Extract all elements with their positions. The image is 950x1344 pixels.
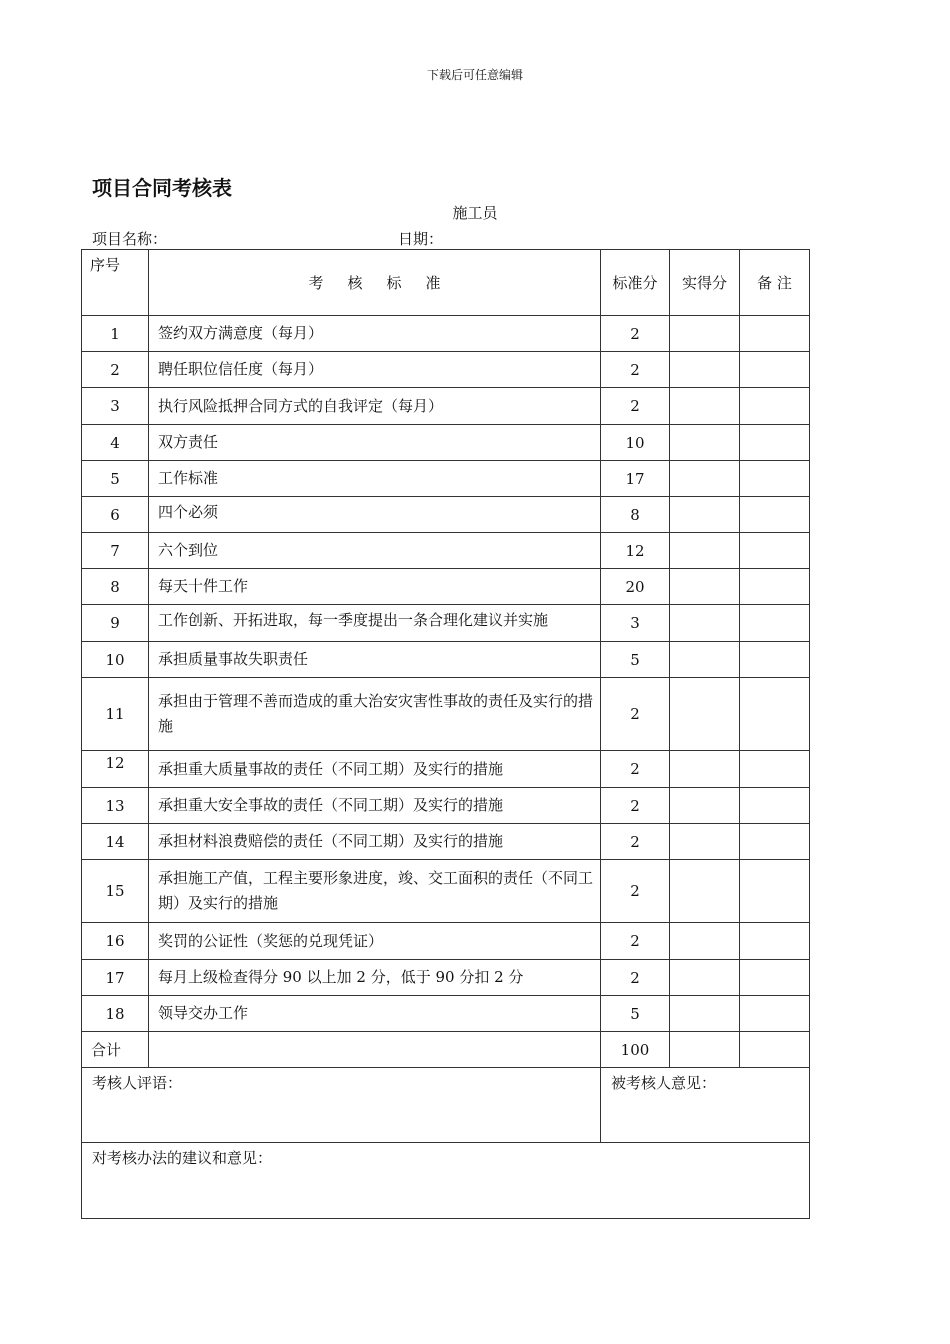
row-remark[interactable] (740, 352, 810, 388)
row-standard-score: 2 (601, 824, 670, 860)
table-row (82, 497, 810, 533)
table-row (82, 388, 810, 425)
row-standard-score: 2 (601, 678, 670, 751)
suggestion-field[interactable] (82, 1143, 810, 1219)
assessment-table (81, 249, 810, 1219)
row-actual-score[interactable] (670, 533, 740, 569)
row-actual-score[interactable] (670, 642, 740, 678)
row-criteria: 聘任职位信任度（每月） (149, 352, 601, 388)
row-standard-score: 2 (601, 316, 670, 352)
row-criteria-text: 工作创新、开拓进取，每一季度提出一条合理化建议并实施 (158, 611, 549, 629)
row-actual-score[interactable] (670, 751, 740, 788)
total-standard-score: 100 (601, 1032, 670, 1068)
row-criteria: 领导交办工作 (149, 996, 601, 1032)
row-standard-score: 2 (601, 352, 670, 388)
suggestion-label: 对考核办法的建议和意见： (92, 1149, 273, 1167)
row-number: 11 (82, 678, 149, 751)
row-remark[interactable] (740, 425, 810, 461)
row-actual-score[interactable] (670, 605, 740, 642)
header-remark: 备 注 (740, 250, 810, 316)
comments-row (82, 1068, 810, 1143)
reviewer-comment-field[interactable] (82, 1068, 601, 1143)
row-standard-score: 2 (601, 960, 670, 996)
row-remark[interactable] (740, 788, 810, 824)
row-remark[interactable] (740, 678, 810, 751)
document-title: 项目合同考核表 (92, 176, 232, 200)
row-remark[interactable] (740, 533, 810, 569)
row-actual-score[interactable] (670, 860, 740, 923)
reviewer-comment-label: 考核人评语： (92, 1074, 183, 1092)
row-criteria: 承担重大质量事故的责任（不同工期）及实行的措施 (149, 751, 601, 788)
row-criteria: 承担施工产值，工程主要形象进度，竣、交工面积的责任（不同工期）及实行的措施 (149, 860, 601, 923)
row-number: 18 (82, 996, 149, 1032)
total-row (82, 1032, 810, 1068)
row-actual-score[interactable] (670, 425, 740, 461)
table-row (82, 569, 810, 605)
row-number: 15 (82, 860, 149, 923)
row-actual-score[interactable] (670, 352, 740, 388)
row-number: 13 (82, 788, 149, 824)
total-remark[interactable] (740, 1032, 810, 1068)
row-actual-score[interactable] (670, 960, 740, 996)
row-standard-score: 2 (601, 860, 670, 923)
row-criteria: 承担由于管理不善而造成的重大治安灾害性事故的责任及实行的措施 (149, 678, 601, 751)
row-standard-score: 5 (601, 642, 670, 678)
row-remark[interactable] (740, 316, 810, 352)
row-criteria: 承担质量事故失职责任 (149, 642, 601, 678)
row-number: 6 (82, 497, 149, 533)
row-number: 1 (82, 316, 149, 352)
row-standard-score: 17 (601, 461, 670, 497)
row-remark[interactable] (740, 642, 810, 678)
table-row (82, 824, 810, 860)
row-actual-score[interactable] (670, 461, 740, 497)
row-actual-score[interactable] (670, 316, 740, 352)
row-number: 4 (82, 425, 149, 461)
row-criteria: 承担重大安全事故的责任（不同工期）及实行的措施 (149, 788, 601, 824)
row-remark[interactable] (740, 751, 810, 788)
row-standard-score: 10 (601, 425, 670, 461)
row-remark[interactable] (740, 497, 810, 533)
table-row (82, 352, 810, 388)
table-row (82, 960, 810, 996)
row-number: 16 (82, 923, 149, 960)
row-criteria: 双方责任 (149, 425, 601, 461)
row-actual-score[interactable] (670, 388, 740, 425)
reviewee-opinion-field[interactable] (601, 1068, 810, 1143)
row-criteria: 每天十件工作 (149, 569, 601, 605)
row-number: 5 (82, 461, 149, 497)
row-actual-score[interactable] (670, 678, 740, 751)
row-standard-score: 3 (601, 605, 670, 642)
row-criteria: 奖罚的公证性（奖惩的兑现凭证） (149, 923, 601, 960)
row-number: 8 (82, 569, 149, 605)
table-row (82, 678, 810, 751)
header-standard-score: 标准分 (601, 250, 670, 316)
table-row (82, 923, 810, 960)
row-standard-score: 2 (601, 751, 670, 788)
total-criteria-cell[interactable] (149, 1032, 601, 1068)
suggestion-row (82, 1143, 810, 1219)
row-remark[interactable] (740, 960, 810, 996)
row-criteria: 工作标准 (149, 461, 601, 497)
row-remark[interactable] (740, 923, 810, 960)
row-actual-score[interactable] (670, 788, 740, 824)
table-row (82, 425, 810, 461)
header-criteria: 考 核 标 准 (149, 250, 601, 316)
row-actual-score[interactable] (670, 497, 740, 533)
row-remark[interactable] (740, 388, 810, 425)
row-criteria: 六个到位 (149, 533, 601, 569)
total-actual-score[interactable] (670, 1032, 740, 1068)
project-name-label: 项目名称： (92, 230, 168, 248)
table-row (82, 461, 810, 497)
table-row (82, 605, 810, 642)
row-criteria: 执行风险抵押合同方式的自我评定（每月） (149, 388, 601, 425)
header-actual-score: 实得分 (670, 250, 740, 316)
row-criteria: 签约双方满意度（每月） (149, 316, 601, 352)
table-row (82, 996, 810, 1032)
row-standard-score: 20 (601, 569, 670, 605)
row-standard-score: 2 (601, 923, 670, 960)
reviewee-opinion-label: 被考核人意见： (611, 1074, 717, 1092)
row-actual-score[interactable] (670, 923, 740, 960)
row-remark[interactable] (740, 996, 810, 1032)
row-standard-score: 2 (601, 788, 670, 824)
row-number: 9 (82, 605, 149, 642)
row-actual-score[interactable] (670, 569, 740, 605)
row-actual-score[interactable] (670, 996, 740, 1032)
table-row (82, 533, 810, 569)
row-criteria (149, 605, 601, 642)
row-remark[interactable] (740, 605, 810, 642)
total-label: 合计 (82, 1032, 149, 1068)
row-criteria: 四个必须 (149, 497, 601, 533)
row-number: 7 (82, 533, 149, 569)
row-remark[interactable] (740, 824, 810, 860)
row-number: 12 (82, 751, 149, 788)
row-number: 17 (82, 960, 149, 996)
header-note: 下载后可任意编辑 (426, 68, 523, 82)
row-actual-score[interactable] (670, 824, 740, 860)
row-number: 14 (82, 824, 149, 860)
table-row (82, 316, 810, 352)
role-subtitle: 施工员 (452, 204, 498, 222)
table-row (82, 788, 810, 824)
row-remark[interactable] (740, 461, 810, 497)
row-number: 10 (82, 642, 149, 678)
table-row (82, 751, 810, 788)
table-row (82, 642, 810, 678)
row-criteria: 每月上级检查得分 90 以上加 2 分，低于 90 分扣 2 分 (149, 960, 601, 996)
table-row (82, 860, 810, 923)
table-header-row (82, 250, 810, 316)
row-remark[interactable] (740, 860, 810, 923)
row-standard-score: 12 (601, 533, 670, 569)
row-standard-score: 2 (601, 388, 670, 425)
date-label: 日期： (398, 230, 444, 248)
row-standard-score: 5 (601, 996, 670, 1032)
header-no: 序号 (82, 250, 149, 316)
row-criteria: 承担材料浪费赔偿的责任（不同工期）及实行的措施 (149, 824, 601, 860)
row-standard-score: 8 (601, 497, 670, 533)
row-remark[interactable] (740, 569, 810, 605)
row-number: 3 (82, 388, 149, 425)
row-number: 2 (82, 352, 149, 388)
